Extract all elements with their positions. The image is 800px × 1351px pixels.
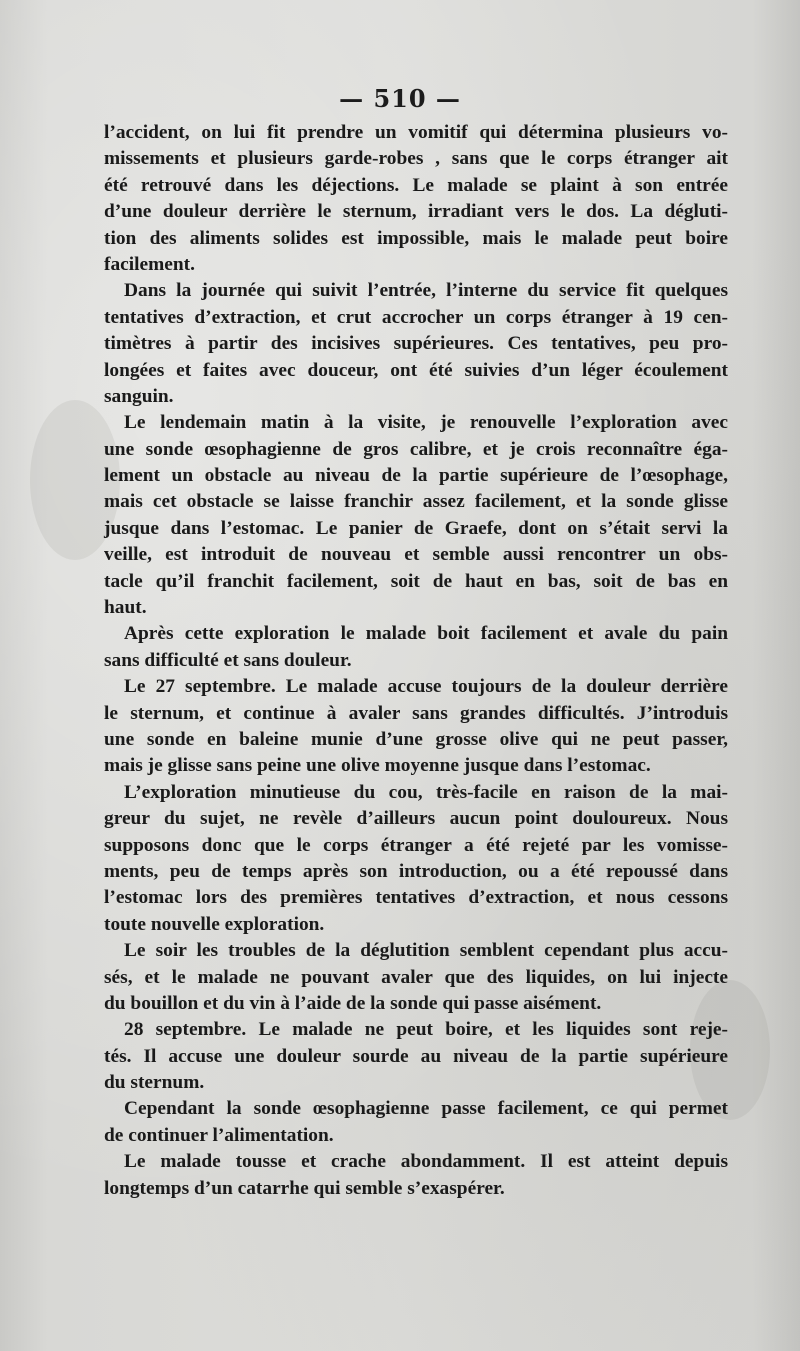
text-line: du bouillon et du vin à l’aide de la sonde qui passe aisément.	[104, 992, 602, 1014]
text-line: jusque dans l’estomac. Le panier de Graefe, dont on s’était servi la	[104, 517, 728, 539]
text-line: tion des aliments solides est impossible, mais le malade peut boire	[104, 227, 728, 249]
text-line: longées et faites avec douceur, ont été suivies d’un léger écoulement	[104, 359, 728, 381]
text-line: haut.	[104, 597, 147, 619]
text-line: Le malade tousse et crache abondamment. Il est atteint depuis	[124, 1151, 728, 1173]
text-line: été retrouvé dans les déjections. Le malade se plaint à son entrée	[104, 174, 728, 196]
text-line: toute nouvelle exploration.	[104, 913, 325, 935]
text-line: le sternum, et continue à avaler sans grandes difficultés. J’introduis	[104, 702, 728, 724]
text-line: greur du sujet, ne revèle d’ailleurs aucun point douloureux. Nous	[104, 808, 728, 830]
text-line: d’une douleur derrière le sternum, irradiant vers le dos. La dégluti-	[104, 201, 728, 223]
text-line: Dans la journée qui suivit l’entrée, l’interne du service fit quelques	[124, 280, 728, 302]
text-line: Après cette exploration le malade boit facilement et avale du pain	[124, 623, 728, 645]
text-line: L’exploration minutieuse du cou, très-facile en raison de la mai-	[124, 781, 728, 803]
text-line: sés, et le malade ne pouvant avaler que des liquides, on lui injecte	[104, 966, 728, 988]
text-line: timètres à partir des incisives supérieures. Ces tentatives, peu pro-	[104, 333, 728, 355]
text-line: Le lendemain matin à la visite, je renouvelle l’exploration avec	[124, 412, 728, 434]
text-line: 28 septembre. Le malade ne peut boire, et les liquides sont reje-	[124, 1019, 728, 1041]
text-line: sanguin.	[104, 385, 174, 407]
text-line: l’estomac lors des premières tentatives d’extraction, et nous cessons	[104, 887, 728, 909]
text-line: une sonde œsophagienne de gros calibre, et je crois reconnaître éga-	[104, 438, 728, 460]
text-line: tentatives d’extraction, et crut accrocher un corps étranger à 19 cen-	[104, 306, 728, 328]
text-line: longtemps d’un catarrhe qui semble s’exaspérer.	[104, 1177, 505, 1199]
text-line: sans difficulté et sans douleur.	[104, 649, 352, 671]
body-text	[104, 120, 728, 1202]
text-line: l’accident, on lui fit prendre un vomitif qui détermina plusieurs vo-	[104, 122, 728, 143]
text-line: du sternum.	[104, 1072, 205, 1094]
text-line: supposons donc que le corps étranger a été rejeté par les vomisse-	[104, 834, 728, 856]
text-line: ments, peu de temps après son introduction, ou a été repoussé dans	[104, 860, 728, 882]
text-line: Le soir les troubles de la déglutition semblent cependant plus accu-	[124, 940, 728, 962]
text-line: mais je glisse sans peine une olive moyenne jusque dans l’estomac.	[104, 755, 651, 777]
text-line: Le 27 septembre. Le malade accuse toujours de la douleur derrière	[124, 676, 728, 698]
text-line: de continuer l’alimentation.	[104, 1124, 334, 1146]
text-line: facilement.	[104, 253, 195, 275]
text-line: lement un obstacle au niveau de la partie supérieure de l’œsophage,	[104, 465, 728, 487]
text-line: une sonde en baleine munie d’une grosse olive qui ne peut passer,	[104, 728, 728, 750]
text-line: veille, est introduit de nouveau et semble aussi rencontrer un obs-	[104, 544, 728, 566]
text-line: missements et plusieurs garde-robes , sans que le corps étranger ait	[104, 148, 728, 170]
text-line: tacle qu’il franchit facilement, soit de haut en bas, soit de bas en	[104, 570, 728, 592]
text-line: Cependant la sonde œsophagienne passe facilement, ce qui permet	[124, 1098, 728, 1120]
text-line: tés. Il accuse une douleur sourde au niveau de la partie supérieure	[104, 1045, 728, 1067]
page-number: — 510 —	[339, 84, 461, 113]
text-line: mais cet obstacle se laisse franchir assez facilement, et la sonde glisse	[104, 491, 728, 513]
